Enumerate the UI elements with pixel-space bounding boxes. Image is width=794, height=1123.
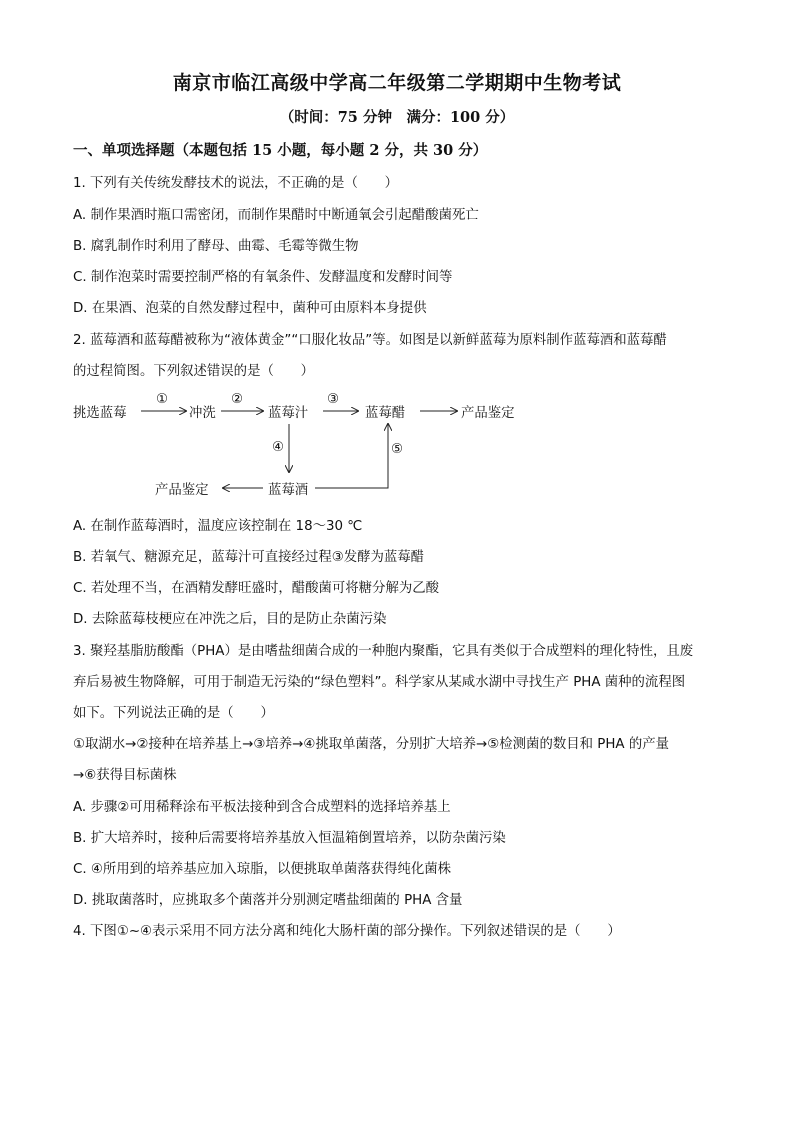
q2-stem-line2: 的过程简图。下列叙述错误的是（ ） (73, 364, 315, 379)
q1-option-c: C. 制作泡菜时需要控制严格的有氧条件、发酵温度和发酵时间等 (73, 270, 453, 285)
q3-option-a: A. 步骤②可用稀释涂布平板法接种到含合成塑料的选择培养基上 (73, 800, 451, 815)
node-blueberry-juice: 蓝莓汁 (268, 406, 309, 421)
exam-subtitle: （时间：75 分钟 满分：100 分） (279, 109, 515, 126)
q2-option-d: D. 去除蓝莓枝梗应在冲洗之后，目的是防止杂菌污染 (73, 612, 387, 627)
step-1-label: ① (156, 392, 169, 407)
exam-title: 南京市临江高级中学高二年级第二学期期中生物考试 (172, 72, 622, 94)
step-2-label: ② (231, 392, 244, 407)
q1-stem: 1. 下列有关传统发酵技术的说法，不正确的是（ ） (73, 176, 399, 191)
node-blueberry-vinegar: 蓝莓醋 (365, 406, 406, 421)
node-product-test-1: 产品鉴定 (461, 406, 515, 421)
node-product-test-2: 产品鉴定 (155, 483, 209, 498)
q3-steps-line1: ①取湖水→②接种在培养基上→③培养→④挑取单菌落，分别扩大培养→⑤检测菌的数目和 PHA 的产量 (73, 737, 669, 752)
q1-option-b: B. 腐乳制作时利用了酵母、曲霉、毛霉等微生物 (73, 239, 359, 254)
q3-stem-line3: 如下。下列说法正确的是（ ） (73, 706, 274, 721)
step-5-label: ⑤ (391, 442, 404, 457)
q3-steps-line2: →⑥获得目标菌株 (73, 768, 177, 783)
q3-stem-line2: 弃后易被生物降解，可用于制造无污染的“绿色塑料”。科学家从某咸水湖中寻找生产 PHA 菌种的流程图 (73, 675, 686, 690)
q2-stem-line1: 2. 蓝莓酒和蓝莓醋被称为“液体黄金”“口服化妆品”等。如图是以新鲜蓝莓为原料制作蓝莓酒和蓝莓醋 (73, 333, 667, 348)
node-select-blueberry: 挑选蓝莓 (73, 406, 127, 421)
q3-option-b: B. 扩大培养时，接种后需要将培养基放入恒温箱倒置培养，以防杂菌污染 (73, 831, 506, 846)
node-blueberry-wine: 蓝莓酒 (268, 483, 309, 498)
section-heading: 一、单项选择题（本题包括 15 小题，每小题 2 分，共 30 分） (73, 142, 488, 159)
process-flow-diagram (73, 392, 543, 500)
q3-stem-line1: 3. 聚羟基脂肪酸酯（PHA）是由嗜盐细菌合成的一种胞内聚酯，它具有类似于合成塑料的理化特性，且废 (73, 644, 694, 659)
q2-option-b: B. 若氧气、糖源充足，蓝莓汁可直接经过程③发酵为蓝莓醋 (73, 550, 425, 565)
node-wash: 冲洗 (189, 406, 216, 421)
arrow-5 (315, 424, 388, 488)
q3-option-c: C. ④所用到的培养基应加入琼脂，以便挑取单菌落获得纯化菌株 (73, 862, 452, 877)
q3-option-d: D. 挑取菌落时，应挑取多个菌落并分别测定嗜盐细菌的 PHA 含量 (73, 893, 463, 908)
q2-option-a: A. 在制作蓝莓酒时，温度应该控制在 18～30 ℃ (73, 519, 363, 534)
q2-option-c: C. 若处理不当，在酒精发酵旺盛时，醋酸菌可将糖分解为乙酸 (73, 581, 440, 596)
q1-option-a: A. 制作果酒时瓶口需密闭，而制作果醋时中断通氧会引起醋酸菌死亡 (73, 208, 479, 223)
step-3-label: ③ (327, 392, 340, 407)
q1-option-d: D. 在果酒、泡菜的自然发酵过程中，菌种可由原料本身提供 (73, 301, 427, 316)
step-4-label: ④ (272, 440, 285, 455)
q4-stem: 4. 下图①~④表示采用不同方法分离和纯化大肠杆菌的部分操作。下列叙述错误的是（ ） (73, 924, 621, 939)
